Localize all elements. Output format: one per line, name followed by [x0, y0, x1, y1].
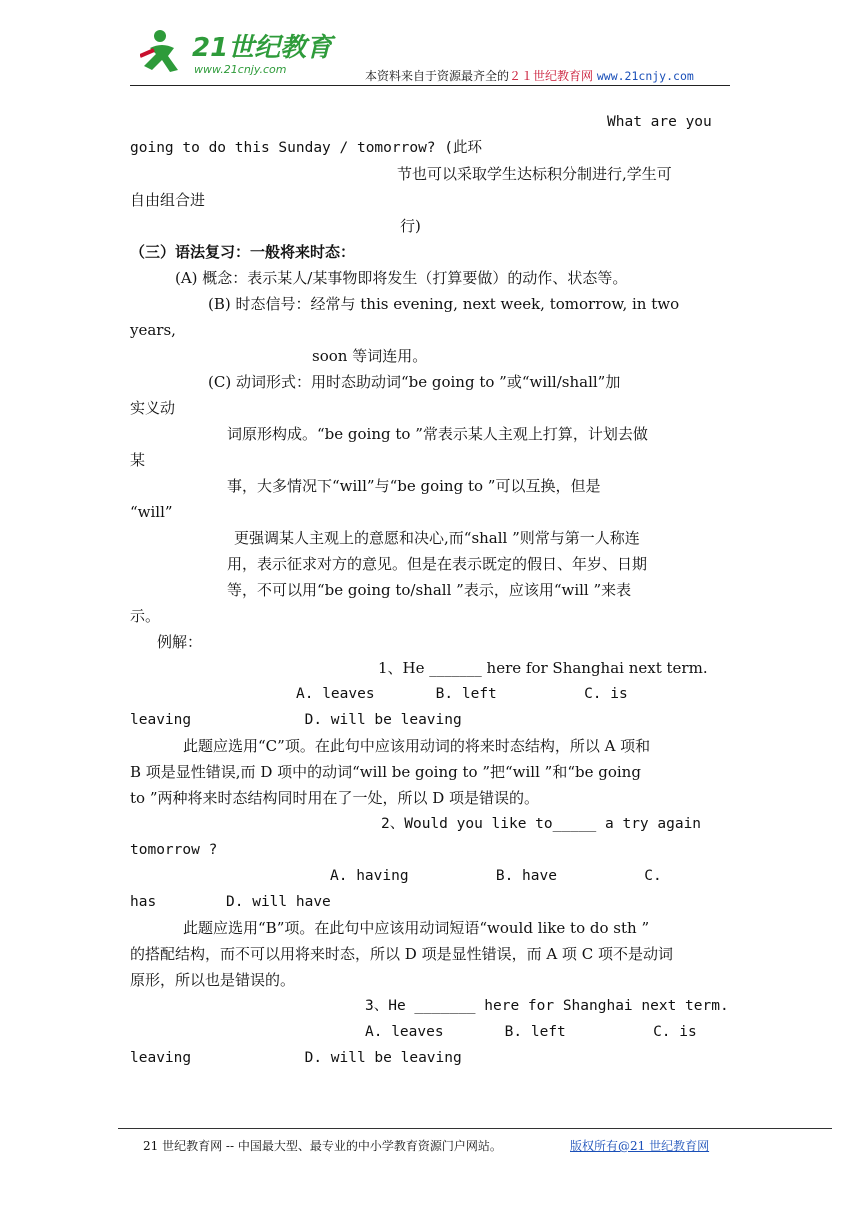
body-line: 行)	[400, 217, 421, 235]
form-line: “will”	[130, 503, 173, 521]
logo-main-text: 21世纪教育	[192, 33, 333, 63]
tagline-site: ２１世纪教育网	[509, 69, 594, 83]
copyright-link[interactable]: 版权所有@21 世纪教育网	[570, 1139, 710, 1153]
question-2: tomorrow ?	[130, 842, 218, 858]
question-1-options: A. leaves B. left C. is	[296, 686, 628, 702]
form-line: 等，不可以用“be going to/shall ”表示，应该用“will ”来表	[227, 581, 632, 599]
concept-line: (A) 概念：表示某人/某事物即将发生（打算要做）的动作、状态等。	[175, 269, 628, 287]
form-line: 词原形构成。“be going to ”常表示某人主观上打算，计划去做	[227, 425, 648, 443]
form-line: 用，表示征求对方的意见。但是在表示既定的假日、年岁、日期	[227, 555, 648, 573]
question-2-options: has D. will have	[130, 894, 331, 910]
form-line: (C) 动词形式：用时态助动词“be going to ”或“will/shall”加	[208, 373, 621, 391]
tagline-prefix: 本资料来自于资源最齐全的	[365, 69, 510, 83]
example-label: 例解：	[157, 633, 203, 651]
body-line: What are you	[607, 114, 712, 130]
explanation-line: 此题应选用“B”项。在此句中应该用动词短语“would like to do sth ”	[183, 919, 650, 937]
tagline-url[interactable]: www.21cnjy.com	[596, 69, 694, 83]
site-logo	[140, 26, 340, 86]
question-3-options: leaving D. will be leaving	[130, 1050, 462, 1066]
question-2: 2、Would you like to_____ a try again	[381, 816, 702, 832]
question-3-options: A. leaves B. left C. is	[365, 1024, 697, 1040]
logo-url-text: www.21cnjy.com	[194, 63, 287, 76]
footer-rule	[118, 1128, 832, 1129]
explanation-line: B 项是显性错误,而 D 项中的动词“will be going to ”把“will ”和“be going	[130, 763, 641, 781]
form-line: 某	[130, 451, 146, 469]
explanation-line: 此题应选用“C”项。在此句中应该用动词的将来时态结构，所以 A 项和	[183, 737, 651, 755]
signal-line: years,	[130, 321, 176, 339]
explanation-line: to ”两种将来时态结构同时用在了一处，所以 D 项是错误的。	[130, 789, 540, 807]
question-1-options: leaving D. will be leaving	[130, 712, 462, 728]
footer-text: 21 世纪教育网 -- 中国最大型、最专业的中小学教育资源门户网站。	[143, 1139, 502, 1153]
signal-line: (B) 时态信号：经常与 this evening, next week, tomorrow, in two	[208, 295, 680, 313]
header-rule	[130, 85, 730, 86]
signal-line: soon 等词连用。	[312, 347, 428, 365]
body-line: 自由组合进	[130, 191, 206, 209]
section-title: （三）语法复习：一般将来时态：	[130, 243, 356, 261]
form-line: 更强调某人主观上的意愿和决心,而“shall ”则常与第一人称连	[234, 529, 640, 547]
explanation-line: 的搭配结构，而不可以用将来时态，所以 D 项是显性错误，而 A 项 C 项不是动词	[130, 945, 673, 963]
form-line: 示。	[130, 607, 161, 625]
body-line: 节也可以采取学生达标积分制进行,学生可	[397, 165, 672, 183]
runner-logo-icon	[140, 26, 340, 86]
question-2-options: A. having B. have C.	[330, 868, 662, 884]
question-3: 3、He _______ here for Shanghai next term.	[365, 998, 729, 1014]
header-tagline	[365, 67, 694, 84]
explanation-line: 原形，所以也是错误的。	[130, 971, 296, 989]
question-1: 1、He _______ here for Shanghai next term.	[378, 659, 708, 677]
form-line: 事，大多情况下“will”与“be going to ”可以互换，但是	[227, 477, 601, 495]
body-line: going to do this Sunday / tomorrow? (此环	[130, 140, 483, 156]
form-line: 实义动	[130, 399, 176, 417]
